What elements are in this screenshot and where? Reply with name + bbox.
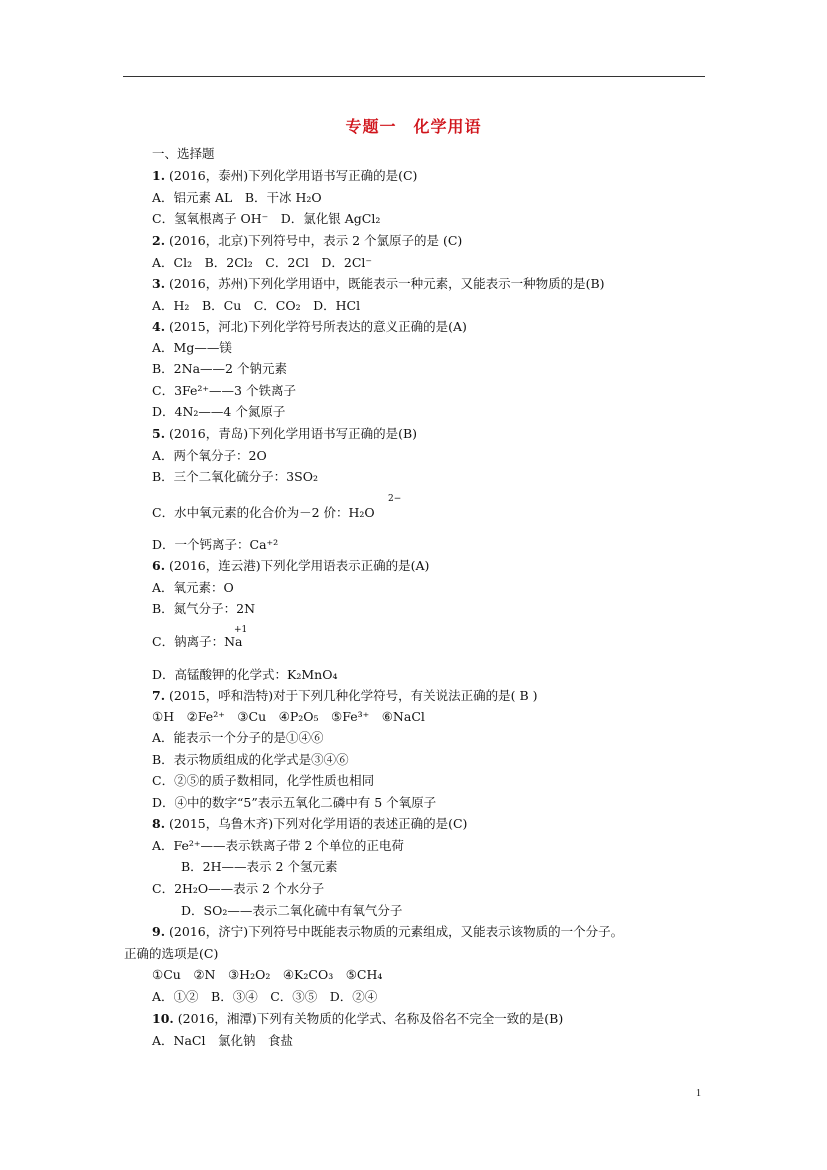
question-number: 7. [152,688,166,703]
line-text: A．NaCl 氯化钠 食盐 [152,1033,293,1048]
option-line [152,601,255,617]
question-line [152,924,623,940]
line-text: D．4N₂——4 个氮原子 [152,404,286,419]
option-line [152,634,242,650]
line-text: C．水中氧元素的化合价为－2 价：H₂O [152,505,375,520]
valence-annotation-na: +1 [234,625,248,635]
option-line [152,361,287,377]
line-text: B．2H——表示 2 个氢元素 [181,859,338,874]
question-line [152,233,462,249]
line-text: (2016，湘潭)下列有关物质的化学式、名称及俗名不完全一致的是(B) [177,1011,564,1026]
question-number: 5. [152,426,166,441]
line-text: ①Cu ②N ③H₂O₂ ④K₂CO₃ ⑤CH₄ [152,967,383,982]
page-number: 1 [696,1088,701,1099]
line-text: B．氮气分子：2N [152,601,256,616]
line-text: (2016，泰州)下列化学用语书写正确的是(C) [169,168,418,183]
line-text: (2016，青岛)下列化学用语书写正确的是(B) [169,426,418,441]
header-rule [123,76,705,77]
option-line [152,730,324,746]
question-number: 6. [152,558,166,573]
option-line [152,190,322,206]
option-line [152,667,337,683]
line-text: A．两个氧分子：2O [152,448,267,463]
line-text: (2016，连云港)下列化学用语表示正确的是(A) [169,558,430,573]
option-line [152,881,324,897]
option-line [152,298,360,314]
option-line [152,709,425,725]
option-line [152,752,349,768]
line-text: D．一个钙离子：Ca⁺² [152,537,279,552]
option-line [152,537,278,553]
option-line [152,404,285,420]
question-number: 9. [152,924,166,939]
question-number: 2. [152,233,166,248]
option-line [152,773,374,789]
line-text: A．H₂ B．Cu C．CO₂ D．HCl [152,298,361,313]
question-line [152,319,467,335]
option-line [152,469,318,485]
option-line [152,967,382,983]
question-number: 10. [152,1011,174,1026]
line-text: C．3Fe²⁺——3 个铁离子 [152,383,296,398]
question-line [152,168,417,184]
section-heading: 一、选择题 [152,146,215,161]
question-number: 1. [152,168,166,183]
question-number: 4. [152,319,166,334]
line-text: C．2H₂O——表示 2 个水分子 [152,881,325,896]
option-line [152,448,267,464]
option-line [152,255,372,271]
question-number: 8. [152,816,166,831]
option-line [181,859,337,875]
option-line [152,505,375,521]
question-line [152,426,417,442]
line-text: ①H ②Fe²⁺ ③Cu ④P₂O₅ ⑤Fe³⁺ ⑥NaCl [152,709,425,724]
line-text: B．2Na——2 个钠元素 [152,361,287,376]
question-line [152,688,538,704]
line-text: 正确的选项是(C) [124,946,219,961]
line-text: C．钠离子：Na [152,634,243,649]
option-line [152,211,380,227]
page-title: 专题一 化学用语 [345,117,482,136]
option-line [152,989,377,1005]
line-text: C．②⑤的质子数相同，化学性质也相同 [152,773,375,788]
option-line [152,340,232,356]
line-text: (2015，河北)下列化学符号所表达的意义正确的是(A) [169,319,467,334]
question-line [152,558,429,574]
line-text: A．Cl₂ B．2Cl₂ C．2Cl D．2Cl⁻ [152,255,373,270]
option-line [152,580,234,596]
option-line [152,1033,293,1049]
line-text: D．④中的数字“5”表示五氧化二磷中有 5 个氧原子 [152,795,437,810]
line-text: D．SO₂——表示二氧化硫中有氧气分子 [181,903,403,918]
question-number: 3. [152,276,166,291]
line-text: A．Fe²⁺——表示铁离子带 2 个单位的正电荷 [152,838,404,853]
line-text: A．Mg——镁 [152,340,232,355]
line-text: A．氧元素：O [152,580,234,595]
line-text: (2016，苏州)下列化学用语中，既能表示一种元素，又能表示一种物质的是(B) [169,276,605,291]
line-text: (2016，北京)下列符号中，表示 2 个氯原子的是 (C) [169,233,463,248]
line-text: (2016，济宁)下列符号中既能表示物质的元素组成，又能表示该物质的一个分子。 [169,924,624,939]
line-text: A．能表示一个分子的是①④⑥ [152,730,324,745]
question-line [152,276,605,292]
option-line [152,838,404,854]
option-line [152,383,296,399]
option-line [152,795,436,811]
line-text: D．高锰酸钾的化学式：K₂MnO₄ [152,667,338,682]
line-text: (2015，乌鲁木齐)下列对化学用语的表述正确的是(C) [169,816,468,831]
line-text: C．氢氧根离子 OH⁻ D．氯化银 AgCl₂ [152,211,381,226]
line-text: A．铝元素 AL B．干冰 H₂O [152,190,322,205]
option-line [124,946,218,962]
line-text: B．三个二氧化硫分子：3SO₂ [152,469,318,484]
question-line [152,1011,563,1027]
line-text: (2015，呼和浩特)对于下列几种化学符号，有关说法正确的是( B ) [169,688,538,703]
valence-annotation-o: 2− [388,494,402,504]
option-line [181,903,402,919]
question-line [152,816,467,832]
line-text: A．①② B．③④ C．③⑤ D．②④ [152,989,378,1004]
line-text: B．表示物质组成的化学式是③④⑥ [152,752,349,767]
